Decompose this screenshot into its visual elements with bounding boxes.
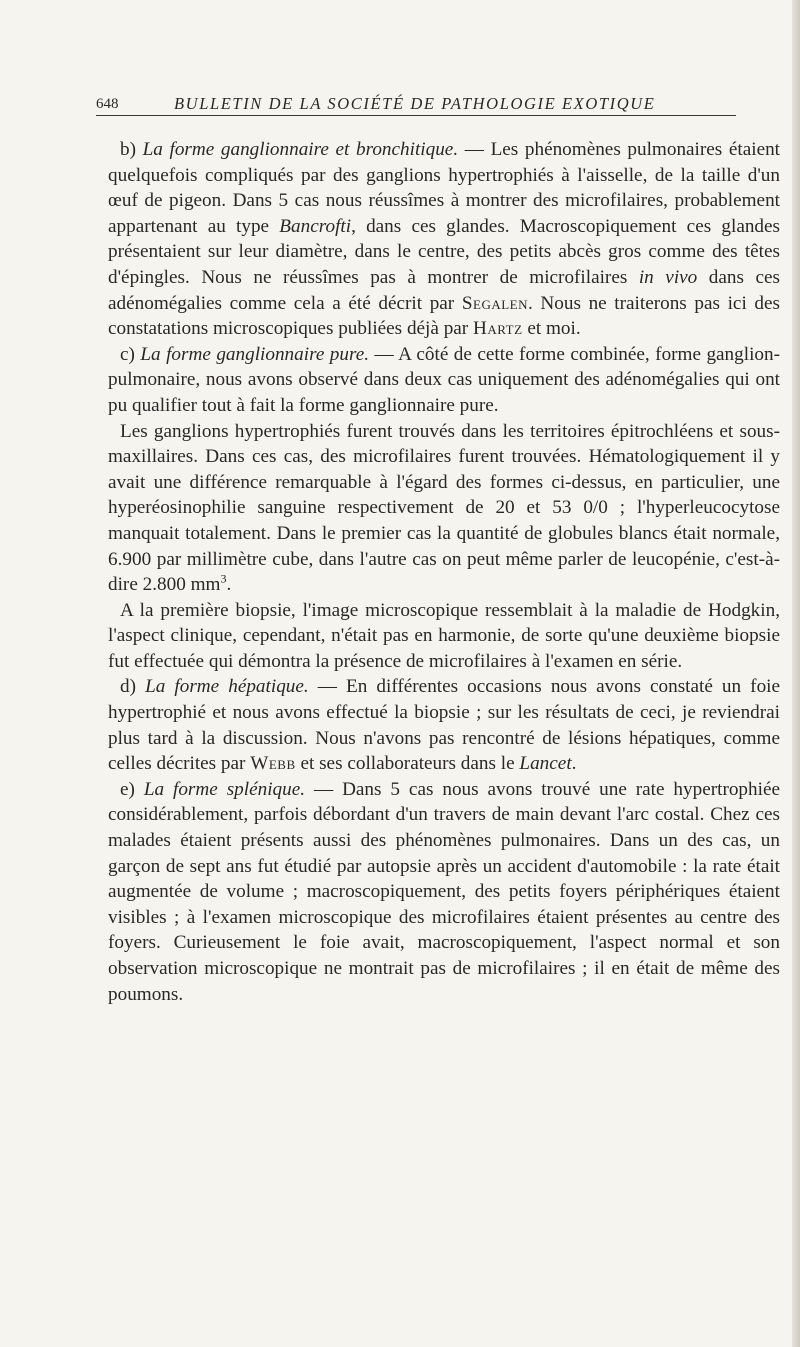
- text-run: Les phénomènes pulmonaires étaient quelquefois compliqués par des ganglions hypertrophiés à l'aisselle, de la taille d'un œuf de pigeon. Dans 5 cas nous réussîmes à montrer des microfilaires, probablement appartenant au type: [108, 139, 781, 237]
- running-header: [96, 88, 736, 118]
- text-run: En différentes occasions nous avons constaté un foie hypertrophié et nous avons effectué la biopsie ; sur les résultats de ceci, je reviendrai plus tard à la discussion. Nous n'avons pas rencontré de lésions hépatiques, comme celles décrites par: [108, 676, 781, 775]
- running-title: BULLETIN DE LA SOCIÉTÉ DE PATHOLOGIE EXOTIQUE: [174, 94, 656, 113]
- section-heading: La forme ganglionnaire pure.: [140, 343, 370, 365]
- text-run: et ses collaborateurs dans le: [295, 753, 520, 775]
- text-run: dans ces adénomégalies comme cela a été décrit par: [108, 266, 780, 314]
- paragraph-d-hepatique: [108, 674, 780, 776]
- section-heading: La forme splénique.: [143, 778, 306, 800]
- author-name: Webb: [250, 753, 296, 775]
- journal-name: Lancet: [519, 753, 572, 775]
- section-heading: La forme ganglionnaire et bronchitique.: [142, 139, 459, 160]
- text-run: A la première biopsie, l'image microscopique ressemblait à la maladie de Hodgkin, l'aspect clinique, cependant, n'était pas en harmonie, de sorte qu'une deuxième biopsie fut effectuée qui démontra la présence de microfilaires à l'examen en série.: [108, 599, 780, 672]
- paragraph-e-splenique: [108, 777, 780, 1007]
- superscript: 3: [220, 571, 227, 586]
- text-run: et moi.: [522, 318, 581, 340]
- section-marker: d): [120, 676, 136, 698]
- header-rule: [96, 115, 736, 116]
- author-name: Hartz: [473, 318, 523, 340]
- dash: —: [369, 343, 399, 365]
- page-edge-shadow: [792, 0, 800, 1347]
- section-marker: c): [120, 343, 135, 365]
- italic-term: Bancrofti: [279, 215, 352, 237]
- dash: —: [305, 778, 343, 800]
- paragraph-c-ganglionnaire-pure: [108, 342, 780, 419]
- dash: —: [308, 676, 347, 698]
- italic-term: in vivo: [638, 266, 698, 288]
- text-run: Les ganglions hypertrophiés furent trouvés dans les territoires épitrochléens et sous-maxillaires. Dans ces cas, des microfilaires furent trouvées. Hématologiquement il y avait une différence remarquable à l'égard des formes ci-dessus, en particulier, une hyperéosinophilie sanguine respectivement de 20 et 53 0/0 ; l'hyperleucocytose manquait totalement. Dans le premier cas la quantité de globules blancs était normale, 6.900 par millimètre cube, dans l'autre cas on peut même parler de leucopénie, c'est-à-dire 2.800 mm: [108, 420, 780, 596]
- text-run: .: [571, 753, 577, 775]
- section-marker: e): [120, 778, 135, 800]
- text-run: , dans ces glandes. Macroscopiquement ces glandes présentaient sur leur diamètre, dans le centre, des petits abcès gros comme des têtes d'épingles. Nous ne réussîmes pas à montrer de microfilaires: [108, 215, 781, 288]
- text-run: A côté de cette forme combinée, forme ganglion-pulmonaire, nous avons observé dans deux cas uniquement des adénomégalies qui ont pu qualifier tout à fait la forme ganglionnaire pure.: [108, 343, 780, 416]
- body-text: [108, 137, 780, 1007]
- paragraph-premiere-biopsie: [108, 598, 780, 675]
- section-marker: b): [120, 139, 136, 160]
- page-number: 648: [96, 96, 119, 112]
- text-run: . Nous ne traiterons pas ici des constatations microscopiques publiées déjà par: [108, 292, 780, 340]
- text-run: .: [226, 574, 232, 596]
- paragraph-b-ganglionnaire-bronchitique: [108, 137, 780, 342]
- paragraph-ganglions-hypertrophies: [108, 419, 780, 598]
- text-run: Dans 5 cas nous avons trouvé une rate hypertrophiée considérablement, parfois débordant d'un travers de main devant l'arc costal. Chez ces malades étaient présents aussi des phénomènes pulmonaires. Dans un des cas, un garçon de sept ans fut étudié par autopsie après un accident d'automobile : la rate était augmentée de volume ; macroscopiquement, des petits foyers périphériques étaient visibles ; à l'examen microscopique des microfilaires étaient présentes au centre des foyers. Curieusement le foie avait, macroscopiquement, l'aspect normal et son observation microscopique ne montrait pas de microfilaires ; il en était de même des poumons.: [108, 778, 780, 1005]
- section-heading: La forme hépatique.: [145, 676, 309, 698]
- dash: —: [458, 139, 491, 160]
- author-name: Segalen: [461, 292, 528, 314]
